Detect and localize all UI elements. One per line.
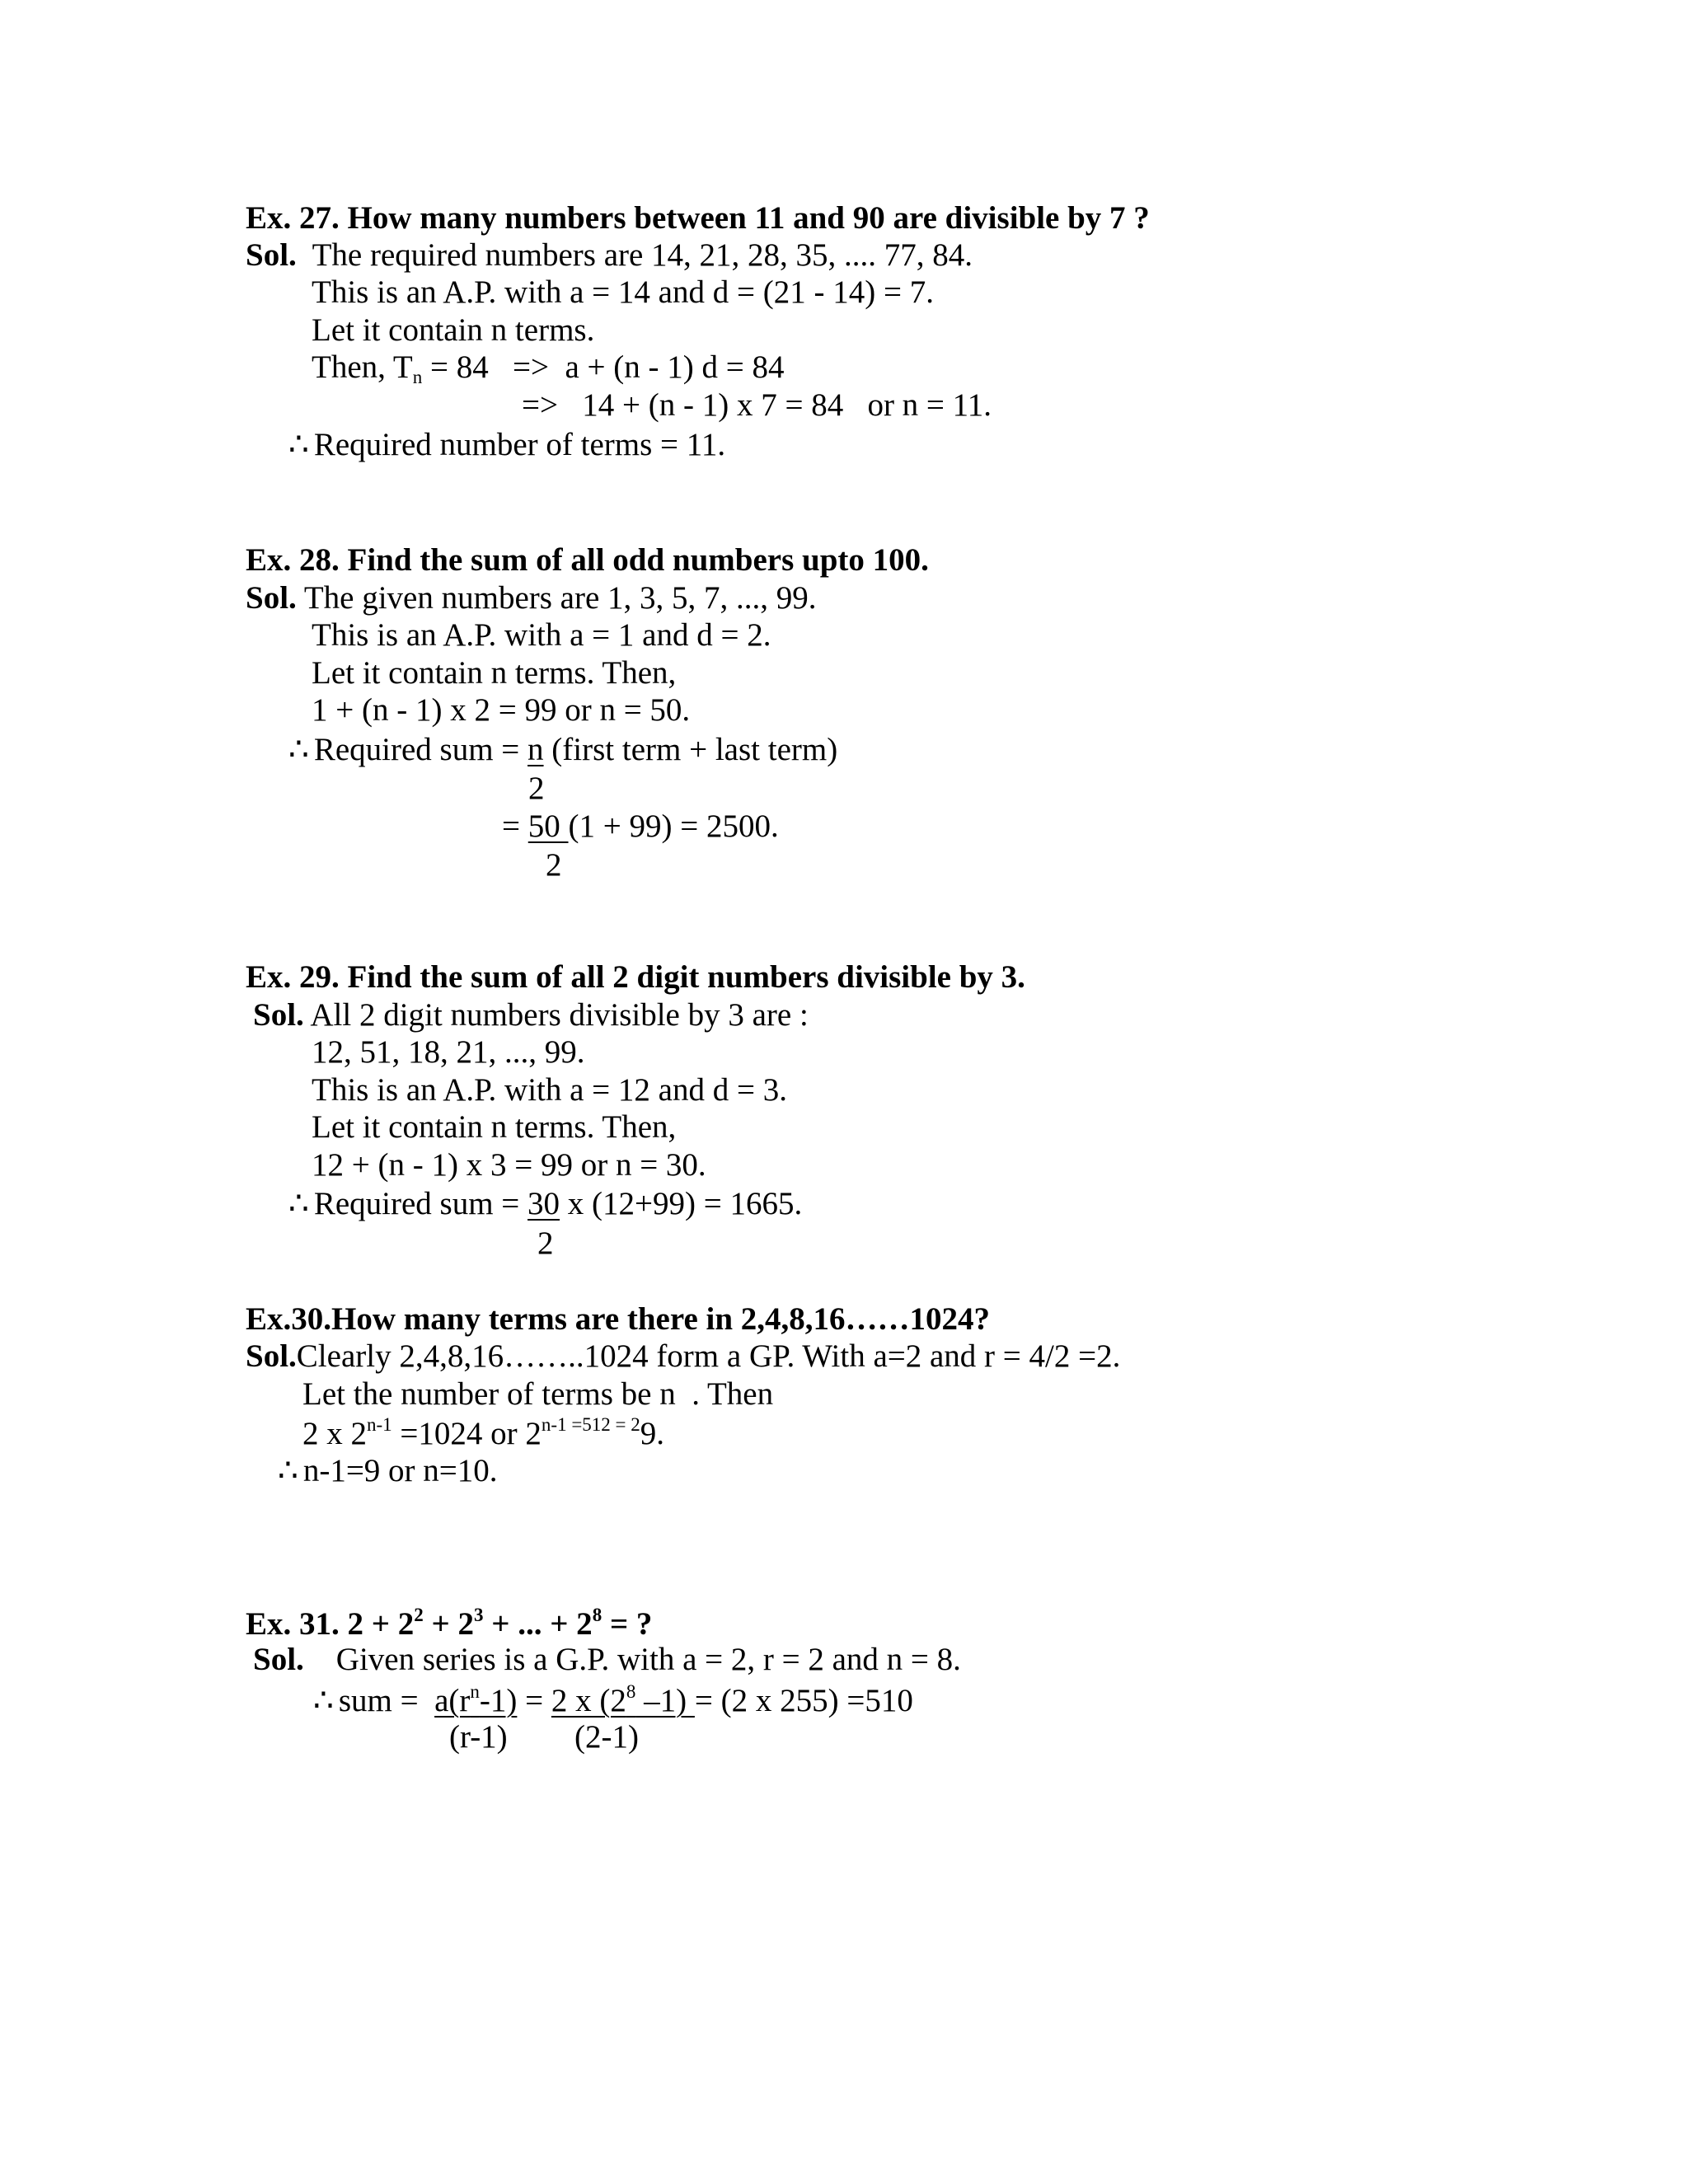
ex29-fraction-denominator: 2 bbox=[537, 1226, 554, 1261]
ex29-line-6-a: Required sum = bbox=[313, 1186, 528, 1221]
therefore-symbol: ∴ bbox=[313, 1683, 334, 1718]
ex29-line-1: All 2 digit numbers divisible by 3 are : bbox=[303, 997, 809, 1033]
ex29-line-5: 12 + (n - 1) x 3 = 99 or n = 30. bbox=[312, 1147, 706, 1183]
ex29-line-3: This is an A.P. with a = 12 and d = 3. bbox=[312, 1072, 787, 1108]
ex31-title-c: + ... + 2 bbox=[483, 1606, 593, 1642]
ex30-sol-line bbox=[246, 1340, 1120, 1372]
ex31-line-2-a: sum = bbox=[338, 1683, 435, 1718]
ex27-line-5: => 14 + (n - 1) x 7 = 84 or n = 11. bbox=[522, 387, 992, 423]
therefore-symbol: ∴ bbox=[288, 732, 309, 767]
ex31-num-2-b: –1) bbox=[635, 1683, 695, 1718]
ex30-line-3-a: 2 x 2 bbox=[302, 1416, 367, 1451]
ex31-sol-line bbox=[253, 1643, 961, 1675]
ex31-num-1-a: a(r bbox=[434, 1683, 471, 1718]
ex27-sol-line bbox=[246, 239, 973, 271]
ex27-line-4-b: = 84 => a + (n - 1) d = 84 bbox=[422, 349, 785, 385]
ex31-line-2-end: = (2 x 255) =510 bbox=[694, 1683, 913, 1718]
ex30-exponent-2: n-1 =512 = 2 bbox=[541, 1414, 640, 1435]
ex31-fraction-1-numerator bbox=[434, 1683, 517, 1718]
sol-label: Sol. bbox=[253, 1642, 304, 1677]
ex28-sol-line bbox=[246, 582, 817, 614]
ex31-fraction-1-denominator: (r-1) bbox=[449, 1719, 508, 1755]
therefore-symbol: ∴ bbox=[278, 1453, 298, 1488]
ex30-line-1: Clearly 2,4,8,16……..1024 form a GP. With a=2 and r = 4/2 =2. bbox=[296, 1338, 1121, 1374]
sol-label: Sol. bbox=[246, 580, 297, 616]
ex31-num-1-exp: n bbox=[470, 1681, 480, 1702]
ex31-title-exp-3: 8 bbox=[592, 1605, 603, 1625]
ex28-line-3: Let it contain n terms. Then, bbox=[312, 655, 677, 691]
ex30-line-3-b: =1024 or 2 bbox=[392, 1416, 542, 1451]
ex31-title-d: = ? bbox=[602, 1606, 653, 1642]
ex29-title: Ex. 29. Find the sum of all 2 digit numbers divisible by 3. bbox=[246, 959, 1025, 995]
ex27-line-6: Required number of terms = 11. bbox=[313, 427, 726, 462]
ex28-line-7-a: = bbox=[502, 808, 528, 844]
ex31-title bbox=[246, 1605, 652, 1640]
ex28-line-2: This is an A.P. with a = 1 and d = 2. bbox=[312, 617, 771, 653]
ex30-exponent-1: n-1 bbox=[367, 1414, 392, 1435]
ex31-line-2-mid: = bbox=[517, 1683, 551, 1718]
ex28-fraction-2-numerator: 50 bbox=[528, 808, 569, 844]
ex31-num-2-a: 2 x (2 bbox=[551, 1683, 626, 1718]
ex28-line-7-b: (1 + 99) = 2500. bbox=[568, 808, 779, 844]
ex28-sum-line bbox=[288, 733, 837, 766]
ex31-line-1: Given series is a G.P. with a = 2, r = 2 and n = 8. bbox=[303, 1642, 961, 1677]
ex31-num-2-exp: 8 bbox=[626, 1681, 636, 1702]
ex29-line-6-b: x (12+99) = 1665. bbox=[560, 1186, 803, 1221]
ex30-line-3 bbox=[302, 1415, 664, 1450]
ex28-line-1: The given numbers are 1, 3, 5, 7, ..., 99. bbox=[296, 580, 817, 616]
ex30-conclusion bbox=[278, 1455, 498, 1487]
ex31-title-a: Ex. 31. 2 + 2 bbox=[246, 1606, 415, 1642]
therefore-symbol: ∴ bbox=[288, 427, 309, 462]
ex30-title: Ex.30.How many terms are there in 2,4,8,16……1024? bbox=[246, 1301, 991, 1337]
ex31-num-1-b: -1) bbox=[479, 1683, 518, 1718]
ex28-fraction-numerator: n bbox=[528, 732, 544, 767]
ex28-fraction-denominator: 2 bbox=[528, 771, 545, 806]
ex28-line-5-a: Required sum = bbox=[313, 732, 528, 767]
ex27-line-2: This is an A.P. with a = 14 and d = (21 - 14) = 7. bbox=[312, 274, 934, 310]
ex27-subscript: n bbox=[412, 367, 423, 387]
ex29-line-2: 12, 51, 18, 21, ..., 99. bbox=[312, 1034, 585, 1070]
ex30-line-4: n-1=9 or n=10. bbox=[302, 1453, 498, 1488]
ex29-line-4: Let it contain n terms. Then, bbox=[312, 1109, 677, 1145]
ex27-line-4-a: Then, T bbox=[312, 349, 413, 385]
ex29-sum-line bbox=[288, 1188, 802, 1220]
ex29-sol-line bbox=[253, 999, 809, 1031]
sol-label: Sol. bbox=[253, 997, 304, 1033]
ex31-sum-line bbox=[313, 1682, 913, 1717]
ex30-line-3-c: 9. bbox=[640, 1416, 665, 1451]
ex28-title: Ex. 28. Find the sum of all odd numbers upto 100. bbox=[246, 542, 929, 578]
ex31-title-exp-1: 2 bbox=[414, 1605, 424, 1625]
ex27-line-1: The required numbers are 14, 21, 28, 35, .... 77, 84. bbox=[296, 237, 973, 273]
ex28-line-4: 1 + (n - 1) x 2 = 99 or n = 50. bbox=[312, 692, 691, 728]
therefore-symbol: ∴ bbox=[288, 1186, 309, 1221]
sol-label: Sol. bbox=[246, 237, 297, 273]
ex28-fraction-2-denominator: 2 bbox=[546, 847, 562, 883]
ex28-line-7 bbox=[502, 810, 779, 842]
ex27-conclusion bbox=[288, 429, 725, 461]
ex27-line-4 bbox=[312, 351, 785, 387]
ex31-title-b: + 2 bbox=[423, 1606, 474, 1642]
ex29-fraction-numerator: 30 bbox=[528, 1186, 560, 1221]
ex31-fraction-2-denominator: (2-1) bbox=[574, 1719, 639, 1755]
ex31-fraction-2-numerator bbox=[551, 1683, 695, 1718]
ex27-title: Ex. 27. How many numbers between 11 and 90 are divisible by 7 ? bbox=[246, 200, 1150, 236]
sol-label: Sol. bbox=[246, 1338, 297, 1374]
ex30-line-2: Let the number of terms be n . Then bbox=[302, 1376, 774, 1412]
ex31-title-exp-2: 3 bbox=[473, 1605, 484, 1625]
ex28-line-5-b: (first term + last term) bbox=[543, 732, 838, 767]
ex27-line-3: Let it contain n terms. bbox=[312, 312, 595, 348]
